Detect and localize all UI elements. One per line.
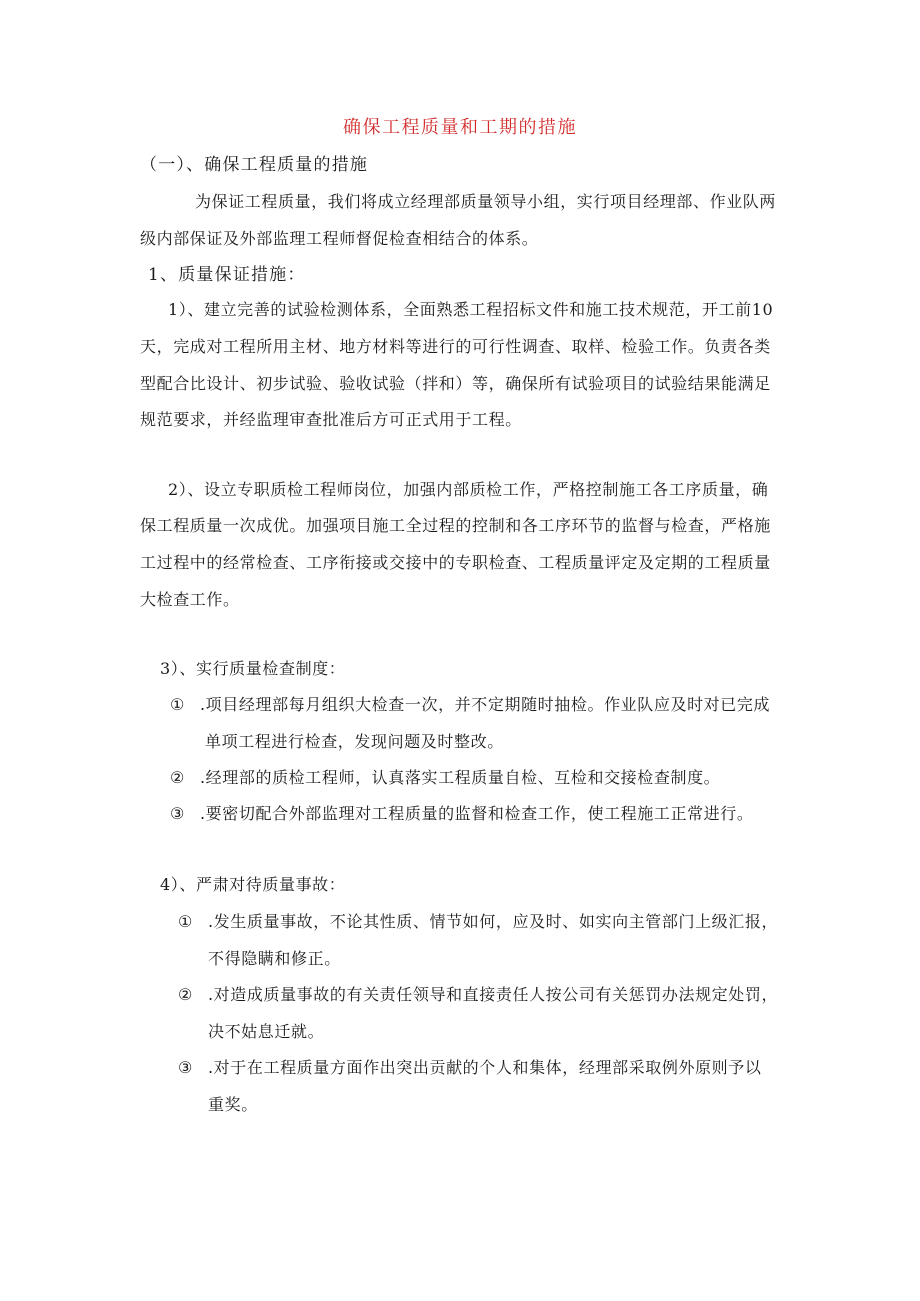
list-marker: ③ [178,1058,193,1077]
list-item [178,912,778,932]
item2-line-3: 工过程中的经常检查、工序衔接或交接中的专职检查、工程质量评定及定期的工程质量 [140,553,771,572]
intro-line-1: 为保证工程质量，我们将成立经理部质量领导小组，实行项目经理部、作业队两 [195,192,777,211]
list-marker: ① [170,695,185,714]
list-marker: ① [178,912,193,931]
item4-heading: 4）、严肃对待质量事故： [160,875,346,894]
list-item [170,768,720,788]
list-item-text: .对造成质量事故的有关责任领导和直接责任人按公司有关惩罚办法规定处罚， [208,985,779,1004]
list-item-continuation: 重奖。 [208,1095,258,1114]
item2-line-4: 大检查工作。 [140,590,240,609]
list-item-text: .项目经理部每月组织大检查一次，并不定期随时抽检。作业队应及时对已完成 [200,695,771,714]
section-heading-quality: （一）、确保工程质量的措施 [140,155,369,175]
intro-line-2: 级内部保证及外部监理工程师督促检查相结合的体系。 [140,229,539,248]
list-item [170,695,770,715]
list-item-text: .经理部的质检工程师，认真落实工程质量自检、互检和交接检查制度。 [200,768,721,787]
item1-line-3: 型配合比设计、初步试验、验收试验（拌和）等，确保所有试验项目的试验结果能满足 [140,374,771,393]
list-item-text: .发生质量事故，不论其性质、情节如何，应及时、如实向主管部门上级汇报， [208,912,779,931]
item1-line-1: 1）、建立完善的试验检测体系，全面熟悉工程招标文件和施工技术规范，开工前10 [168,300,774,319]
list-item-continuation: 单项工程进行检查，发现问题及时整改。 [205,732,504,751]
list-item-text: .对于在工程质量方面作出突出贡献的个人和集体，经理部采取例外原则予以 [208,1058,762,1077]
list-marker: ② [178,985,193,1004]
document-title: 确保工程质量和工期的措施 [343,117,577,138]
subheading-quality-assurance: 1、质量保证措施： [148,265,306,285]
list-marker: ③ [170,804,185,823]
list-item-continuation: 不得隐瞒和修正。 [208,949,341,968]
list-marker: ② [170,768,185,787]
item2-line-2: 保工程质量一次成优。加强项目施工全过程的控制和各工序环节的监督与检查，严格施 [140,516,771,535]
item1-line-2: 天，完成对工程所用主材、地方材料等进行的可行性调查、取样、检验工作。负责各类 [140,337,771,356]
item1-line-4: 规范要求，并经监理审查批准后方可正式用于工程。 [140,410,522,429]
list-item [170,804,754,824]
item3-heading: 3）、实行质量检查制度： [160,659,346,678]
list-item [178,1058,762,1078]
list-item-continuation: 决不姑息迁就。 [208,1022,325,1041]
list-item [178,985,778,1005]
item2-line-1: 2）、设立专职质检工程师岗位，加强内部质检工作，严格控制施工各工序质量，确 [168,480,769,499]
list-item-text: .要密切配合外部监理对工程质量的监督和检查工作，使工程施工正常进行。 [200,804,754,823]
